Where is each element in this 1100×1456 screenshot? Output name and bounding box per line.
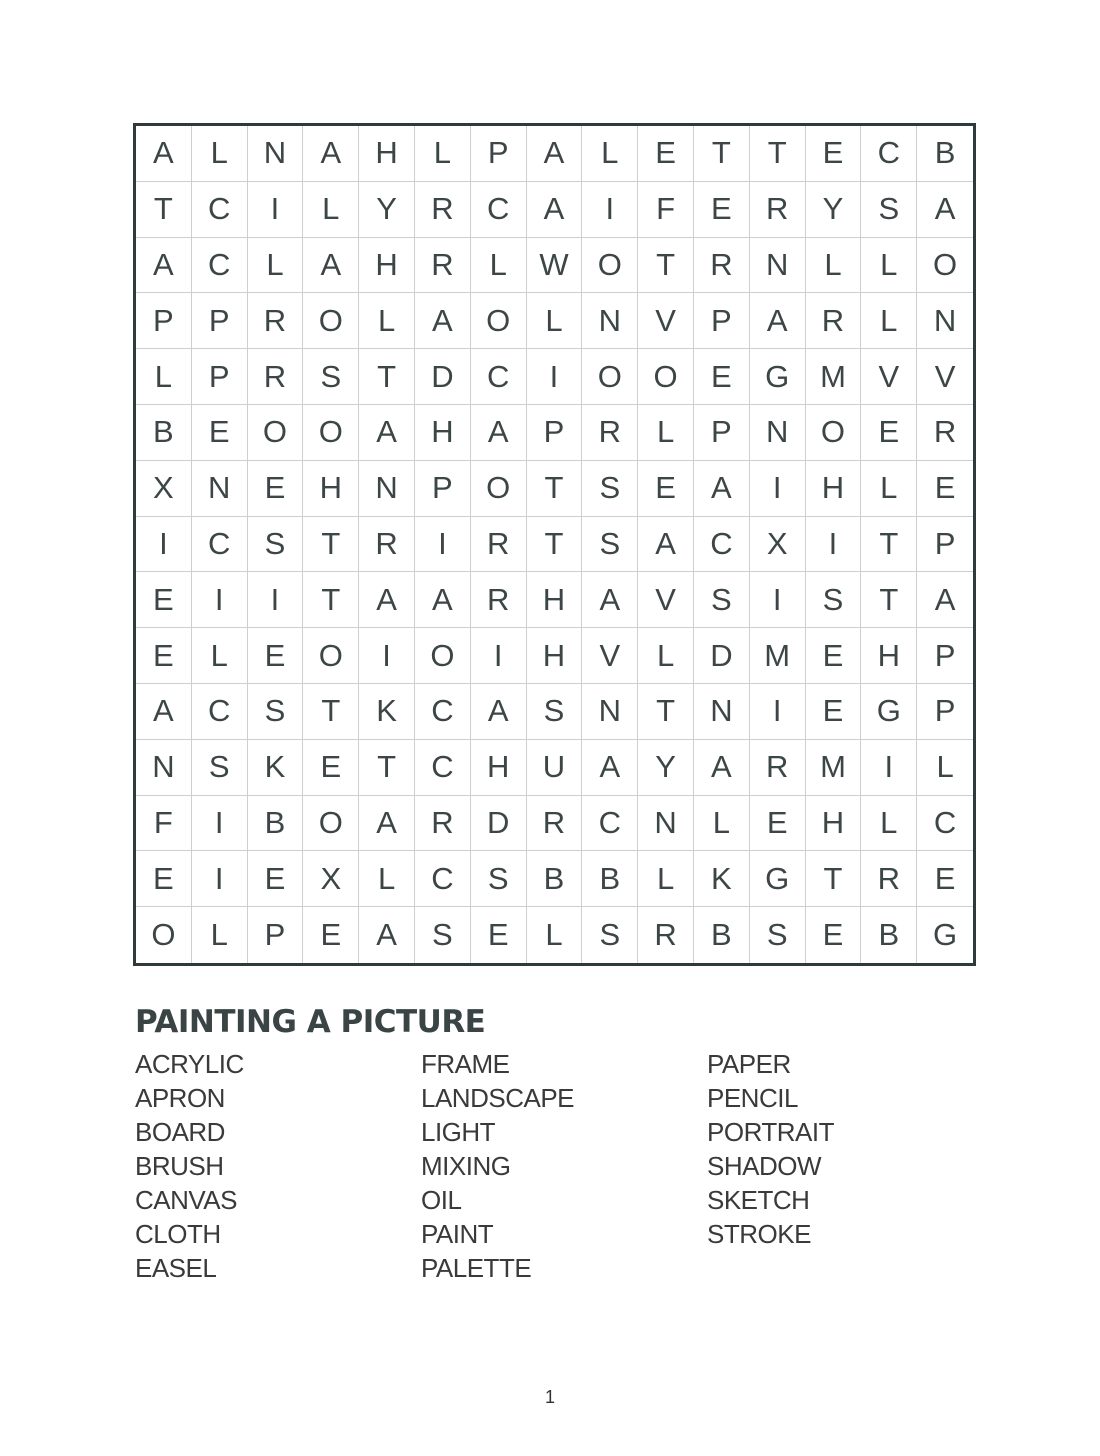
grid-cell: O [303, 628, 359, 684]
grid-cell: E [303, 907, 359, 963]
word-list-item: SKETCH [707, 1185, 810, 1215]
grid-cell: A [917, 572, 973, 628]
grid-cell: I [582, 182, 638, 238]
word-list-item: LIGHT [421, 1117, 496, 1147]
word-list-column-2 [421, 1047, 574, 1285]
grid-cell: E [638, 461, 694, 517]
grid-cell: S [248, 684, 304, 740]
grid-cell: C [471, 182, 527, 238]
grid-cell: L [248, 238, 304, 294]
grid-cell: R [861, 851, 917, 907]
grid-cell: S [303, 349, 359, 405]
grid-cell: R [750, 740, 806, 796]
grid-cell: A [582, 572, 638, 628]
grid-cell: O [582, 349, 638, 405]
grid-cell: T [638, 238, 694, 294]
grid-cell: T [861, 572, 917, 628]
grid-cell: C [582, 796, 638, 852]
word-list-item: PENCIL [707, 1083, 798, 1113]
grid-cell: O [136, 907, 192, 963]
grid-cell: R [750, 182, 806, 238]
grid-cell: C [471, 349, 527, 405]
word-list-item: MIXING [421, 1151, 511, 1181]
grid-cell: P [694, 293, 750, 349]
grid-cell: I [359, 628, 415, 684]
grid-cell: W [527, 238, 583, 294]
grid-cell: A [750, 293, 806, 349]
grid-cell: P [136, 293, 192, 349]
grid-cell: N [136, 740, 192, 796]
grid-cell: H [303, 461, 359, 517]
grid-cell: A [582, 740, 638, 796]
grid-cell: V [638, 293, 694, 349]
grid-cell: R [806, 293, 862, 349]
grid-cell: R [248, 293, 304, 349]
grid-cell: H [806, 461, 862, 517]
grid-cell: T [638, 684, 694, 740]
grid-cell: V [861, 349, 917, 405]
grid-cell: I [861, 740, 917, 796]
grid-cell: H [359, 126, 415, 182]
grid-cell: T [527, 517, 583, 573]
grid-cell: N [359, 461, 415, 517]
grid-cell: M [806, 349, 862, 405]
grid-cell: E [471, 907, 527, 963]
grid-cell: S [806, 572, 862, 628]
grid-cell: H [861, 628, 917, 684]
grid-cell: N [248, 126, 304, 182]
word-list-column-1 [135, 1047, 244, 1285]
grid-cell: H [415, 405, 471, 461]
grid-cell: L [527, 293, 583, 349]
grid-cell: N [750, 405, 806, 461]
grid-cell: I [750, 461, 806, 517]
grid-cell: I [248, 182, 304, 238]
grid-cell: L [192, 628, 248, 684]
grid-cell: A [136, 126, 192, 182]
grid-cell: R [582, 405, 638, 461]
grid-cell: T [359, 740, 415, 796]
grid-cell: B [582, 851, 638, 907]
grid-cell: I [415, 517, 471, 573]
grid-cell: S [248, 517, 304, 573]
grid-cell: A [415, 293, 471, 349]
word-list-item: OIL [421, 1185, 462, 1215]
grid-cell: D [471, 796, 527, 852]
grid-cell: L [861, 293, 917, 349]
grid-cell: E [806, 684, 862, 740]
grid-cell: F [638, 182, 694, 238]
grid-cell: P [527, 405, 583, 461]
grid-cell: L [192, 126, 248, 182]
grid-cell: E [917, 461, 973, 517]
grid-cell: R [415, 238, 471, 294]
grid-cell: O [917, 238, 973, 294]
grid-cell: I [192, 796, 248, 852]
grid-cell: E [248, 851, 304, 907]
grid-cell: T [359, 349, 415, 405]
grid-cell: E [136, 851, 192, 907]
word-search-grid [133, 123, 976, 966]
grid-cell: L [806, 238, 862, 294]
word-list-item: BOARD [135, 1117, 225, 1147]
grid-cell: L [861, 238, 917, 294]
grid-cell: L [917, 740, 973, 796]
grid-cell: T [694, 126, 750, 182]
grid-cell: L [638, 405, 694, 461]
grid-cell: K [248, 740, 304, 796]
grid-cell: L [527, 907, 583, 963]
word-list-item: BRUSH [135, 1151, 224, 1181]
grid-cell: N [638, 796, 694, 852]
grid-cell: L [861, 796, 917, 852]
word-list-column-3 [707, 1047, 834, 1251]
grid-cell: C [917, 796, 973, 852]
word-list-item: CLOTH [135, 1219, 221, 1249]
word-list-item: ACRYLIC [135, 1049, 244, 1079]
grid-cell: O [471, 293, 527, 349]
grid-cell: L [136, 349, 192, 405]
grid-cell: T [303, 684, 359, 740]
grid-cell: T [136, 182, 192, 238]
grid-cell: U [527, 740, 583, 796]
word-list-item: APRON [135, 1083, 225, 1113]
grid-cell: R [471, 517, 527, 573]
grid-cell: A [527, 126, 583, 182]
grid-cell: C [415, 851, 471, 907]
grid-cell: L [861, 461, 917, 517]
grid-cell: H [359, 238, 415, 294]
grid-cell: Y [806, 182, 862, 238]
grid-cell: O [638, 349, 694, 405]
word-list-item: PORTRAIT [707, 1117, 834, 1147]
grid-cell: E [861, 405, 917, 461]
grid-cell: B [248, 796, 304, 852]
grid-cell: P [192, 349, 248, 405]
grid-cell: S [192, 740, 248, 796]
grid-cell: E [248, 628, 304, 684]
grid-cell: D [694, 628, 750, 684]
grid-cell: A [917, 182, 973, 238]
grid-cell: O [806, 405, 862, 461]
grid-cell: P [917, 684, 973, 740]
grid-cell: I [471, 628, 527, 684]
grid-cell: V [917, 349, 973, 405]
grid-cell: P [248, 907, 304, 963]
word-list-item: PALETTE [421, 1253, 532, 1283]
grid-cell: O [303, 796, 359, 852]
grid-cell: C [861, 126, 917, 182]
grid-cell: A [303, 126, 359, 182]
grid-cell: R [359, 517, 415, 573]
grid-cell: A [136, 684, 192, 740]
grid-cell: O [248, 405, 304, 461]
grid-cell: P [917, 628, 973, 684]
grid-cell: E [694, 182, 750, 238]
grid-cell: I [248, 572, 304, 628]
grid-cell: T [303, 572, 359, 628]
grid-cell: E [248, 461, 304, 517]
grid-cell: L [359, 851, 415, 907]
grid-cell: D [415, 349, 471, 405]
grid-cell: A [359, 572, 415, 628]
grid-cell: A [415, 572, 471, 628]
word-list-item: FRAME [421, 1049, 510, 1079]
grid-cell: O [471, 461, 527, 517]
grid-cell: I [750, 572, 806, 628]
grid-cell: T [806, 851, 862, 907]
grid-cell: R [638, 907, 694, 963]
grid-cell: K [694, 851, 750, 907]
grid-cell: I [192, 851, 248, 907]
grid-cell: T [303, 517, 359, 573]
grid-cell: N [694, 684, 750, 740]
grid-cell: I [806, 517, 862, 573]
grid-cell: O [303, 293, 359, 349]
grid-cell: B [527, 851, 583, 907]
grid-cell: T [527, 461, 583, 517]
grid-cell: R [694, 238, 750, 294]
grid-cell: R [471, 572, 527, 628]
grid-cell: E [303, 740, 359, 796]
grid-cell: C [415, 684, 471, 740]
grid-cell: G [933, 917, 958, 953]
grid-cell: O [582, 238, 638, 294]
grid-cell: S [471, 851, 527, 907]
grid-cell: A [527, 182, 583, 238]
grid-cell: S [750, 907, 806, 963]
grid-cell: Y [638, 740, 694, 796]
grid-cell: N [750, 238, 806, 294]
grid-cell: M [806, 740, 862, 796]
grid-cell: P [694, 405, 750, 461]
grid-cell: S [582, 461, 638, 517]
grid-cell: H [471, 740, 527, 796]
word-list-item: CANVAS [135, 1185, 237, 1215]
grid-cell: N [192, 461, 248, 517]
grid-cell: L [303, 182, 359, 238]
grid-cell: A [359, 405, 415, 461]
grid-cell: A [359, 907, 415, 963]
grid-cell: E [806, 907, 862, 963]
grid-cell: A [471, 684, 527, 740]
grid-cell: O [415, 628, 471, 684]
word-list-item: PAPER [707, 1049, 791, 1079]
grid-cell: E [806, 628, 862, 684]
grid-cell: B [917, 126, 973, 182]
grid-cell: F [136, 796, 192, 852]
grid-cell: T [750, 126, 806, 182]
grid-cell: B [861, 907, 917, 963]
grid-cell: X [750, 517, 806, 573]
grid-cell: V [582, 628, 638, 684]
grid-cell: L [638, 628, 694, 684]
puzzle-title: PAINTING A PICTURE [135, 1004, 486, 1040]
grid-cell: I [136, 517, 192, 573]
grid-cell: R [248, 349, 304, 405]
grid-cell: R [415, 182, 471, 238]
grid-cell: E [192, 405, 248, 461]
word-list-item: STROKE [707, 1219, 811, 1249]
grid-cell: S [415, 907, 471, 963]
grid-cell: I [527, 349, 583, 405]
grid-cell: L [471, 238, 527, 294]
grid-cell: O [303, 405, 359, 461]
grid-cell: P [917, 517, 973, 573]
grid-cell: P [415, 461, 471, 517]
grid-cell: A [694, 740, 750, 796]
grid-cell: R [917, 405, 973, 461]
grid-cell: C [192, 684, 248, 740]
grid-cell: L [359, 293, 415, 349]
grid-cell: A [638, 517, 694, 573]
grid-cell: S [582, 907, 638, 963]
grid-cell: V [638, 572, 694, 628]
grid-cell: X [303, 851, 359, 907]
grid-cell: Y [359, 182, 415, 238]
grid-cell: L [415, 126, 471, 182]
grid-cell: S [527, 684, 583, 740]
grid-cell: H [527, 572, 583, 628]
grid-cell: E [136, 572, 192, 628]
grid-cell: A [694, 461, 750, 517]
grid-cell: I [192, 572, 248, 628]
grid-cell: G [861, 684, 917, 740]
grid-cell: C [694, 517, 750, 573]
grid-cell: G [750, 349, 806, 405]
grid-cell: R [415, 796, 471, 852]
grid-cell: A [303, 238, 359, 294]
word-list-item: PAINT [421, 1219, 494, 1249]
grid-cell: A [136, 238, 192, 294]
grid-cell: S [694, 572, 750, 628]
grid-cell: E [638, 126, 694, 182]
grid-cell: A [359, 796, 415, 852]
grid-cell: E [750, 796, 806, 852]
grid-cell: H [806, 796, 862, 852]
grid-cell: L [582, 126, 638, 182]
grid-cell: R [527, 796, 583, 852]
grid-cell: G [750, 851, 806, 907]
grid-cell: C [192, 182, 248, 238]
grid-cell: E [136, 628, 192, 684]
grid-cell: X [136, 461, 192, 517]
grid-cell: B [694, 907, 750, 963]
grid-cell: H [527, 628, 583, 684]
grid-cell: L [694, 796, 750, 852]
grid-cell: C [415, 740, 471, 796]
grid-cell: S [582, 517, 638, 573]
word-list-item: LANDSCAPE [421, 1083, 574, 1113]
grid-cell: K [359, 684, 415, 740]
grid-cell: S [861, 182, 917, 238]
page-number: 1 [544, 1387, 555, 1407]
grid-cell: N [582, 293, 638, 349]
grid-cell: B [136, 405, 192, 461]
grid-cell: L [638, 851, 694, 907]
grid-cell: E [917, 851, 973, 907]
grid-cell: M [750, 628, 806, 684]
grid-cell: T [861, 517, 917, 573]
grid-cell: P [471, 126, 527, 182]
grid-cell: E [806, 126, 862, 182]
grid-cell: E [694, 349, 750, 405]
grid-cell: A [471, 405, 527, 461]
grid-cell: P [192, 293, 248, 349]
grid-cell: I [750, 684, 806, 740]
grid-cell: N [917, 293, 973, 349]
grid-cell: L [192, 907, 248, 963]
word-list-item: EASEL [135, 1253, 217, 1283]
word-list-item: SHADOW [707, 1151, 821, 1181]
grid-cell: C [192, 517, 248, 573]
grid-cell: C [192, 238, 248, 294]
grid-cell: N [582, 684, 638, 740]
